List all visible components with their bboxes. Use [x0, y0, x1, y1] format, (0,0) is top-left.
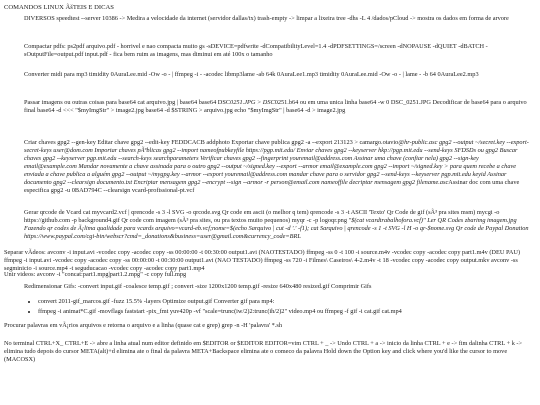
section-separar-videos: Separar vÃdeos: avconv -i input.avi -vcodec copy -acodec copy -ss 00:00:00 -t 00:30:00 output1.avi (NAOTESTADO) ffmpeg -ss 0 -t 100 -i source.m4v -vcodec copy -acodec copy part1.m4v (DEU PAU) ffmpeg -i input.avi -vcodec copy -acodec copy -ss 00:00:00 -t 00:30:00 output1.avi (NAO TESTADO) ffmpeg -ss 720 -i Filmes\ Caseiros\ 4-2.m4v -t 18 -vcodec copy -acodec copy output.mkv avconv -ss segminicio -i source.mp4 -t seguducacao -vcodec copy -acodec copy part1.mp4 [4, 249, 521, 273]
section-gifs: Redimensionar Gifs: -convert input.gif -coalesce temp.gif ; convert -size 1200x1200 temp.gif -resize 640x480 resized.gif Comprimir Gifs [24, 283, 372, 290]
base64-text-1: Passar imagens ou outras coisas para base64 cat arquivo.jpg | base64 base64 DSC [24, 99, 231, 106]
section-qrcode [24, 209, 530, 241]
section-gpg [24, 139, 530, 195]
section-terminal: No terminal CTRL+X_ CTRL+E -> abre a linha atual num editor definido em $EDITOR or $EDITOR EDITOR=vim CTRL + _ -> Undo CTRL + a -> inicio da linha CTRL + e -> fim dalinha CTRL + k -> elimina tudo depois do cursor META(alt)+d elimina ate o final da palavra META+Backspace elimina ate o comeco da palavra Hold down the Option key and click where you'd like the cursor to move (MACOSX) [4, 340, 523, 364]
qr-text-1: Gerar qrcode de Vcard cat myvcard2.vcf | qrencode -s 3 -l SVG -o qrcode.svg Qr code em ascii (o melhor q tem) qrencode -s 3 -t ASCII 'Texto' Qr Code de gif (sÃ³ pra sites msm) mycgi -o https://github.com -p background4.gif Qr code com imagem (sÃ³ pra sites, ou pra textos muito pequenos) myqr -c -p logoqr.png [24, 209, 500, 225]
section-base64 [24, 99, 530, 115]
list-item: • convert 2011-gif_marcos.gif -fuzz 15.5% -layers Optimize output.gif Converter gif para mp4: [38, 298, 540, 306]
list-item: • ffmpeg -i animat*C.gif -movflags faststart -pix_fmt yuv420p -vf "scale=trunc(iw/2)2:trunc(ih/2)2" video.mp4 ou ffmpeg -f gif -i cat.gif cat.mp4 [38, 308, 540, 316]
base64-text-italic: 0251.JPG > DSC [230, 99, 275, 106]
section-diversos: DIVERSOS speedtest --server 10386 -> Medira a velocidade da internet (servidor dallas/tx) trash-empty -> limpar a lixeira tree -dhs -L 4 /dados/pCloud -> mostra os dados em forma de arvore [24, 15, 509, 22]
gpg-text-italic: hr-public.asc gpg2 --output ~/secret.key --export-secret-keys user@dom.com Importar chaves pÃºblicas gpg2 --import nameofpubkeyfile https://pgp.mit.edu/ Enviar chaves gpg2 --keyserver hkp://pgp.mit.edu --send-keys SFDSDs ou gpg2 Buscar chaves gpg2 --keyserver pgp.mit.edu --search-keys searchparameters Verificar chaves gpg2 --fingerprint youremail@address.com Assinar uma chave (confiar nela) gpg2 --sign-key email@example.com Mandar novamente a chave assinada para o outro gpg2 --output ~/signed.key --export --armor email@example.com gpg2 --import ~/signed.key > para quem recebe a chave enviada a chave publica a alguém gpg2 --output ~/mygpg.key --armor --export youremail@address.com mandar chave para o servidor gpg2 --send-keys --keyserver pgp.mit.edu keyid Assinar documento gpg2 --clearsign documento.txt Encriptar mensagem gpg2 --encrypt --sign --armor -r person@email.com nameoffile decriptar mensagem gpg2 filename.asc [24, 139, 529, 187]
section-compactar-pdfs: Compactar pdfs: ps2pdf arquivo.pdf - horrivel e nao compacta muito gs -sDEVICE=pdfwrite -dCompatibilityLevel=1.4 -dPDFSETTINGS=/screen -dNOPAUSE -dQUIET -dBATCH -sOutputFile=output.pdf input.pdf - fica bem ruim as imagens, mas diminui em até 100x o tamanho [24, 43, 488, 59]
qr-text-italic: "$(cat vcardtrabalhofora.vcf)" Ler QR Codes zbarimg imagem.jpg Fazendo qr codes de Ã¡lima qualidade para vcards arquivo=vcard-eb.vcf;nome=$(echo Sarquivo | cut -d '.' -f1); cat Sarquivo | qrencode -s 1 -t SVG -l H -o qr-$nome.svg Qr code de Paypal Donation https://www.paypal.com/cgi-bin/webscr?cmd=_donations&business=user@gmail.com&currency_code=BRL [24, 217, 529, 241]
gpg-text-2: Assinar doc com uma chave especifica gpg2 -u 0BAD794C --clearsign vcard-profissional-pt.vcf [24, 179, 520, 195]
section-unir-videos: Unir videos: avconv -i "concat:part1.mpg|part1.2.mpg" -c copy full.mpg [4, 271, 187, 278]
section-procurar: Procurar palavras em vÃ¡rios arquivos e retorna o arquivo e a linha (quase cat e grep) grep -n -H 'palavra' *.sh [4, 322, 282, 329]
base64-text-2: 0251.b64 ou em uma unica linha base64 -w 0 DSC_0251.JPG Decodificar de base64 para o arquivo final base64 -d <<< "$myImgStr" > image2.jpg base64 -d $STRING > arquivo.jpg echo "$myImgStr" | base64 -d > image2.jpg [24, 99, 527, 115]
gpg-text-1: Criar chaves gpg2 --gen-key Editar chave gpg2 --edit-key FEDDCACB addphoto Exportar chave publica gpg2 -a --export 213123 > camargo.otavio@ [24, 139, 405, 146]
section-midi-mp3: Converter midi para mp3 timidity 0AuraLee.mid -Ow -o - | ffmpeg -i - -acodec libmp3lame -ab 64k 0AuraLee1.mp3 timidity 0AuraLee.mid -Ow -o - | lame - -b 64 0AuraLee2.mp3 [24, 71, 479, 78]
page-title: COMANDOS LINUX ÃšTEIS E DICAS [4, 4, 114, 11]
gif-list [24, 298, 540, 318]
